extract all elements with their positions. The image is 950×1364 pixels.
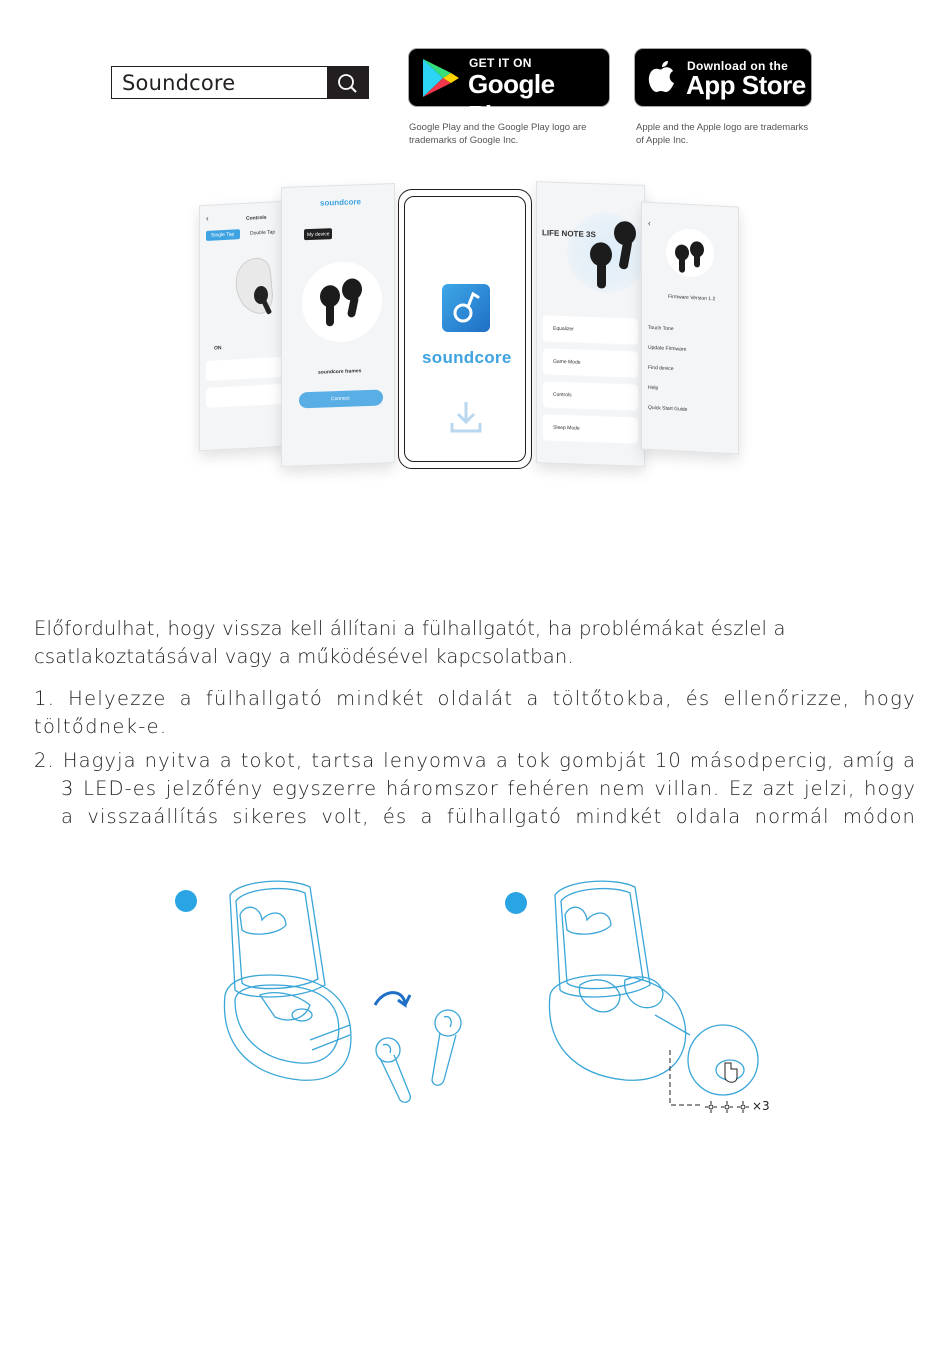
step-2-line-3: a visszaállítás sikeres volt, és a fülhallgató mindkét oldala normál módon [61, 805, 916, 828]
product-earbuds [585, 218, 640, 300]
single-tap-tab: Single Tap [211, 231, 235, 239]
app-store-note: Apple and the Apple logo are trademarks of Apple Inc. [636, 122, 809, 146]
step-1 [34, 685, 916, 741]
my-device-tab: My device [307, 231, 330, 239]
ear-illustration [228, 252, 283, 325]
app-store-badge[interactable] [634, 48, 812, 107]
double-tap-tab: Double Tap [250, 229, 276, 237]
figure-2-marker [505, 892, 527, 914]
google-play-small: GET IT ON [469, 56, 532, 70]
phone-frame [398, 189, 532, 469]
search-icon [327, 67, 368, 100]
intro-paragraph: Előfordulhat, hogy vissza kell állítani a fülhallgatót, ha problémákat észlel a csatlakoztatásával vagy a működésével kapcsolatban. [34, 617, 786, 668]
apple-icon [647, 60, 677, 94]
connect-label: Connect [331, 395, 350, 403]
step-2-line-1: 2. Hagyja nyitva a tokot, tartsa lenyomva a tok gombját 10 másodpercig, amíg a [34, 749, 916, 772]
flash-count: ×3 [752, 1099, 770, 1113]
device-screen [281, 183, 395, 467]
setting-touch-tone: Touch Tone [648, 324, 674, 333]
search-text: Soundcore [122, 71, 236, 95]
google-play-badge[interactable] [408, 48, 610, 130]
google-play-icon [421, 57, 461, 99]
search-button[interactable] [327, 67, 368, 98]
figure-1-marker [175, 890, 197, 912]
menu-controls: Controls [553, 391, 572, 399]
step-1-line-2: töltődnek-e. [34, 715, 168, 738]
step-2-line-2: 3 LED-es jelzőfény egyszerre háromszor fehéren nem villan. Ez azt jelzi, hogy [61, 777, 916, 800]
case-reset-illustration [525, 875, 775, 1115]
step-2 [34, 747, 916, 831]
menu-sleep-mode: Sleep Mode [553, 424, 580, 432]
rotate-arrow-icon [375, 993, 410, 1005]
soundcore-logo-icon [442, 284, 490, 332]
setting-help: Help [648, 384, 659, 392]
download-icon [449, 399, 483, 435]
led-flash-icons [705, 1101, 749, 1113]
earbuds-image [316, 277, 366, 334]
google-play-note: Google Play and the Google Play logo are trademarks of Google Inc. [409, 122, 587, 146]
brand-small: soundcore [320, 197, 361, 208]
on-label: ON [214, 345, 222, 352]
settings-earbuds [672, 238, 708, 280]
setting-quick-start: Quick Start Guide [648, 404, 688, 413]
setting-update-firmware: Update Firmware [648, 344, 687, 353]
google-play-big: Google Play [468, 69, 555, 130]
hand-press-icon [725, 1063, 737, 1082]
menu-equalizer: Equalizer [553, 325, 574, 333]
app-store-big: App Store [686, 70, 806, 100]
step-1-line-1: 1. Helyezze a fülhallgató mindkét oldalát a töltőtokba, és ellenőrizze, hogy [34, 687, 916, 710]
controls-title: Controls [246, 214, 267, 222]
setting-find-device: Find device [648, 364, 674, 373]
product-name: LIFE NOTE 3S [542, 228, 596, 240]
menu-game-mode: Game Mode [553, 358, 581, 366]
case-open-illustration [200, 875, 480, 1110]
product-screen [536, 181, 645, 467]
firmware-version: Firmware Version 1.2 [668, 293, 716, 303]
device-name: soundcore frames [318, 368, 362, 376]
app-store-small: Download on the [687, 59, 789, 73]
search-box[interactable] [111, 66, 369, 99]
phone-brand: soundcore [422, 348, 512, 367]
settings-screen: ‹ Firmware Version 1.2 Touch Tone Update Firmware Find device Help Quick Start Guide [641, 201, 739, 454]
controls-screen: ‹ Controls Single Tap Double Tap ON [199, 201, 287, 452]
